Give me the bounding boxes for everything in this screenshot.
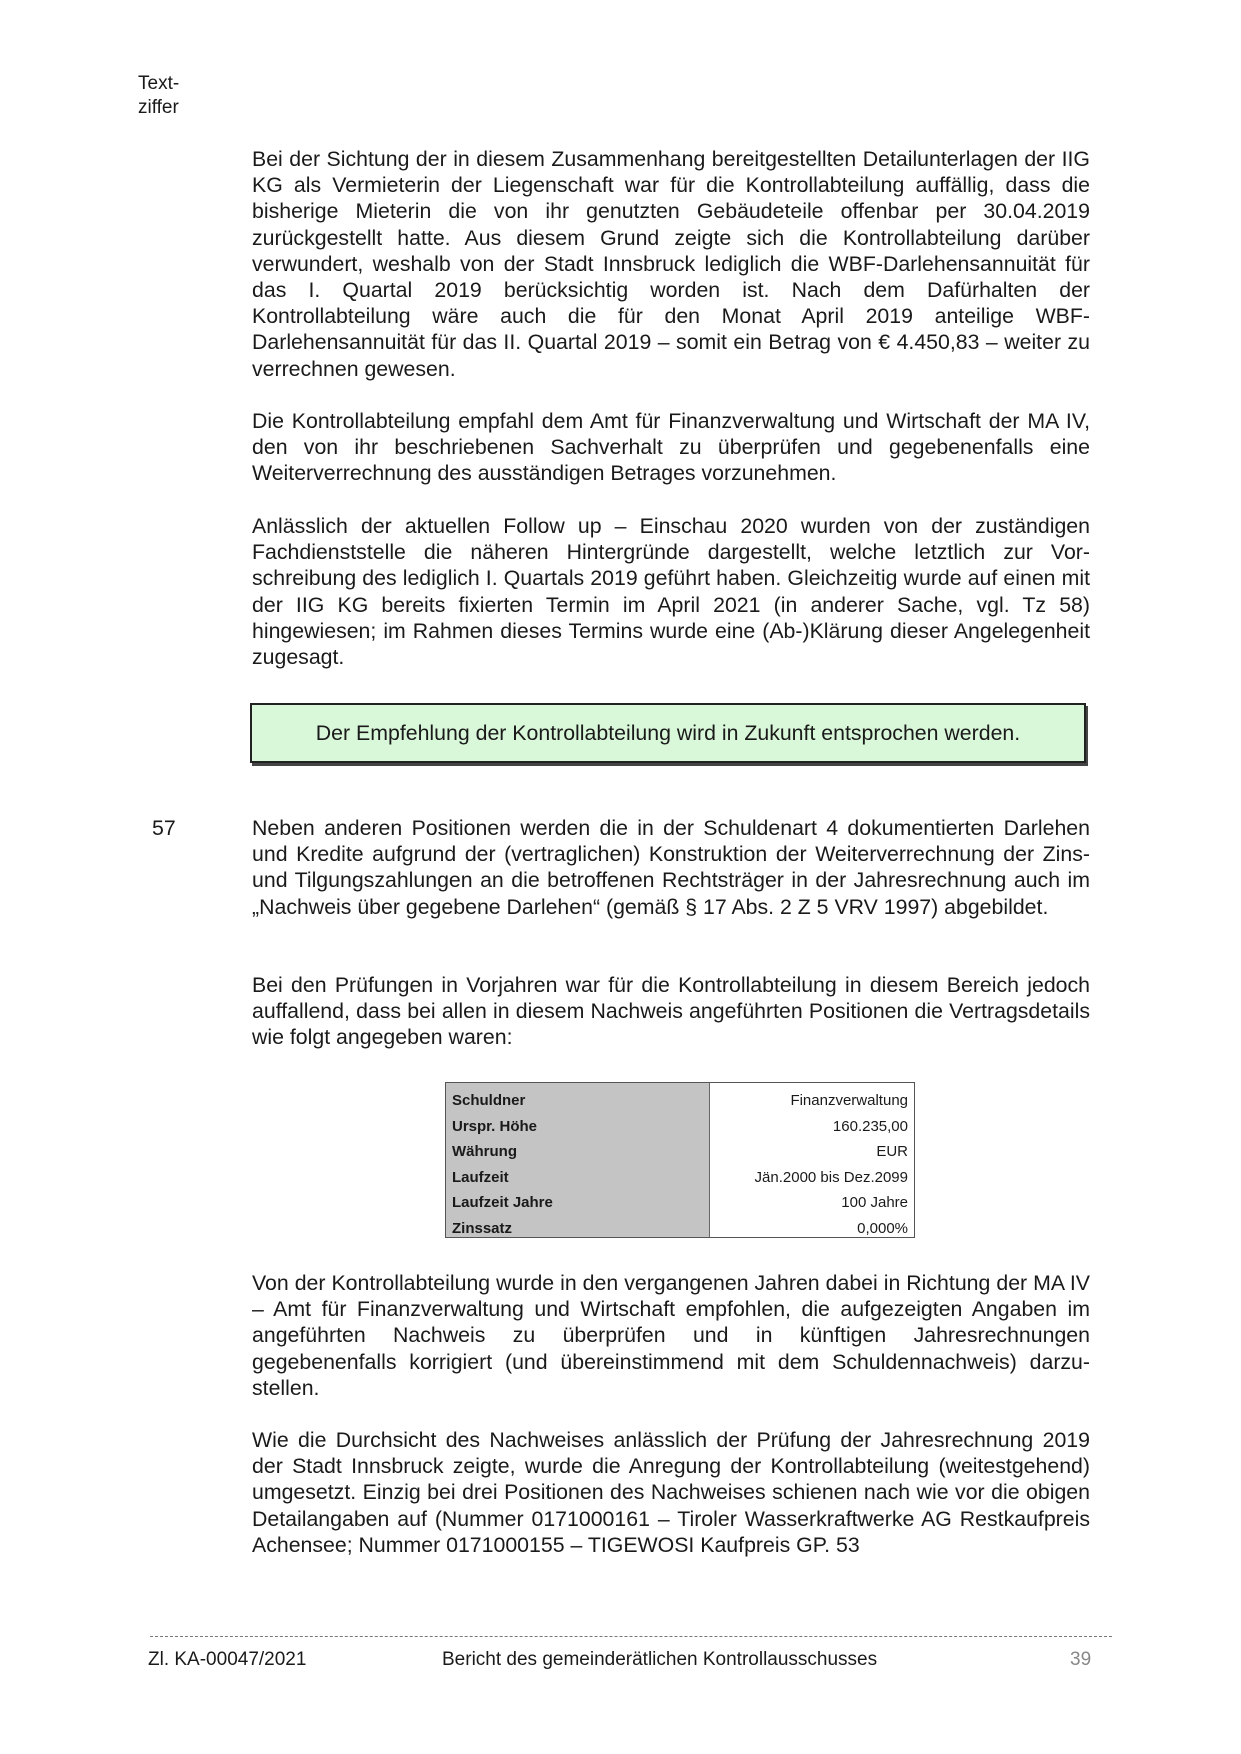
section-57-body-2 bbox=[252, 972, 1090, 1051]
table-value: 0,000% bbox=[857, 1219, 908, 1237]
table-label: Urspr. Höhe bbox=[452, 1117, 538, 1135]
table-label: Laufzeit bbox=[452, 1168, 509, 1186]
table-label: Zinssatz bbox=[452, 1219, 513, 1237]
section-56-body-3 bbox=[252, 513, 1090, 670]
margin-label bbox=[138, 72, 179, 120]
text-number-57: 57 bbox=[152, 816, 176, 840]
table-value: 100 Jahre bbox=[841, 1194, 908, 1211]
section-57-body-3 bbox=[252, 1270, 1090, 1401]
section-56-body-2 bbox=[252, 408, 1090, 487]
table-label-column bbox=[446, 1083, 710, 1237]
table-value: EUR bbox=[876, 1143, 908, 1160]
callout-text: Der Empfehlung der Kontrollabteilung wird in Zukunft entsprochen werden. bbox=[315, 720, 1021, 745]
table-label: Schuldner bbox=[452, 1092, 526, 1109]
footer-divider bbox=[150, 1636, 1112, 1637]
table-value-column bbox=[710, 1083, 914, 1237]
paragraph: Von der Kontrollabteilung wurde in den vergangenen Jahren dabei in Richtung der MA IV – Amt für Finanzverwaltung und Wirtschaft empfohlen, die aufgezeigten Angaben im angeführten Nachweis zu überprüfen und in künftigen Jahresrechnungen gegebenenfalls korrigiert (und übereinstimmend mit dem Schuldennachweis) darzustellen. bbox=[252, 1271, 1090, 1400]
footer-title: Bericht des gemeinderätlichen Kontrollausschusses bbox=[442, 1649, 878, 1670]
table-label: Laufzeit Jahre bbox=[452, 1194, 553, 1211]
table-value: Jän.2000 bis Dez.2099 bbox=[754, 1168, 908, 1186]
section-57-body bbox=[252, 815, 1090, 920]
recommendation-callout bbox=[250, 703, 1086, 763]
section-57-body-4 bbox=[252, 1427, 1090, 1558]
table-value: 160.235,00 bbox=[832, 1117, 908, 1135]
contract-details-table bbox=[445, 1082, 915, 1238]
paragraph: Anlässlich der aktuellen Follow up – Einschau 2020 wurden von der zuständigen Fachdienststelle die näheren Hintergründe dargestellt, welche letztlich zur Vorschreibung des lediglich I. Quartals 2019 geführt haben. Gleichzeitig wurde auf einen mit der IIG KG bereits fixierten Termin im April 2021 (in anderer Sache, vgl. Tz 58) hingewiesen; im Rahmen dieses Termins wurde eine (Ab-)Klärung dieser Angelegenheit zugesagt. bbox=[252, 514, 1090, 670]
paragraph: Wie die Durchsicht des Nachweises anlässlich der Prüfung der Jahresrechnung 2019 der Stadt Innsbruck zeigte, wurde die Anregung der Kontrollabteilung (weitestgehend) umgesetzt. Einzig bei drei Positionen des Nachweises schienen nach wie vor die obigen Detailangaben auf (Nummer 0171000161 – Tiroler Wasserkraftwerke AG Restkaufpreis Achensee; Nummer 0171000155 – TIGEWOSI Kaufpreis GP. 53 bbox=[252, 1428, 1090, 1557]
section-56-body bbox=[252, 146, 1090, 382]
paragraph: Bei den Prüfungen in Vorjahren war für die Kontrollabteilung in diesem Bereich jedoch auffallend, dass bei allen in diesem Nachweis angeführten Positionen die Vertragsdetails wie folgt angegeben waren: bbox=[252, 973, 1090, 1050]
margin-label-line2: ziffer bbox=[138, 97, 179, 118]
footer-page-number: 39 bbox=[1070, 1649, 1092, 1670]
table-value: Finanzverwaltung bbox=[790, 1092, 908, 1109]
footer-reference: Zl. KA-00047/2021 bbox=[148, 1649, 307, 1670]
table-label: Währung bbox=[452, 1143, 517, 1160]
paragraph: Neben anderen Positionen werden die in der Schuldenart 4 dokumentierten Darlehen und Kredite aufgrund der (vertraglichen) Konstruktion der Weiterverrechnung der Zins- und Tilgungszahlungen an die betroffenen Rechtsträger in der Jahresrechnung auch im „Nachweis über gegebene Darlehen“ (gemäß § 17 Abs. 2 Z 5 VRV 1997) abgebildet. bbox=[252, 816, 1090, 919]
paragraph: Die Kontrollabteilung empfahl dem Amt für Finanzverwaltung und Wirtschaft der MA IV, den von ihr beschriebenen Sachverhalt zu überprüfen und gegebenenfalls eine Weiterverrechnung des ausständigen Betrages vorzunehmen. bbox=[252, 409, 1090, 486]
margin-label-line1: Text- bbox=[138, 73, 180, 94]
paragraph: Bei der Sichtung der in diesem Zusammenhang bereitgestellten Detailunterlagen der IIG KG als Vermieterin der Liegenschaft war für die Kontrollabteilung auffällig, dass die bisherige Mieterin die von ihr genutzten Gebäudeteile offenbar per 30.04.2019 zurückgestellt hatte. Aus diesem Grund zeigte sich die Kontrollabteilung darüber verwundert, weshalb von der Stadt Innsbruck lediglich die WBF-Darlehensannuität für das I. Quartal 2019 berücksichtig worden ist. Nach dem Dafürhalten der Kontrollabteilung wäre auch die für den Monat April 2019 anteilige WBF-Darlehensannuität für das II. Quartal 2019 – somit ein Betrag von € 4.450,83 – weiter zu verrechnen gewesen. bbox=[252, 147, 1090, 381]
